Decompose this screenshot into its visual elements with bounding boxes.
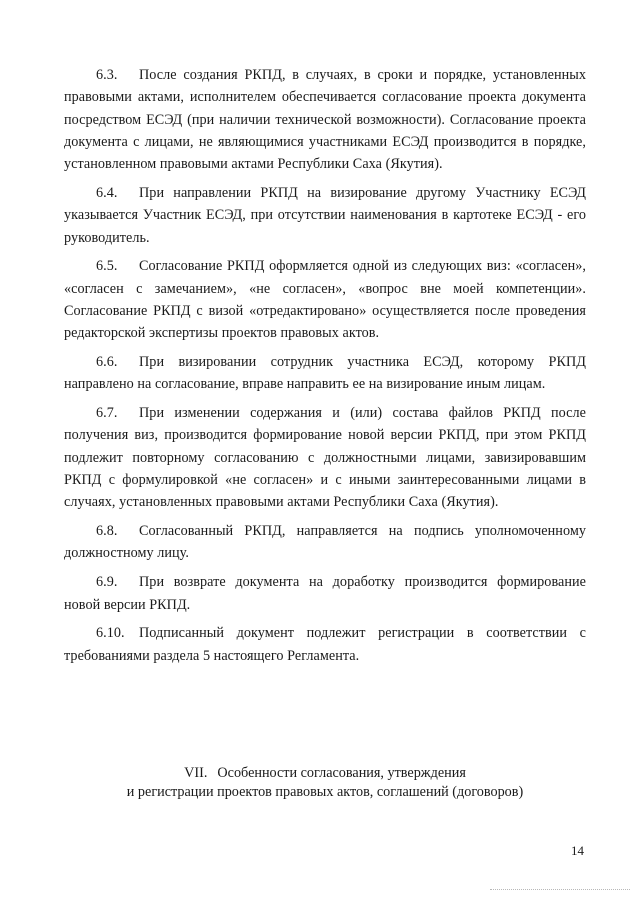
- section-heading: [64, 764, 586, 802]
- paragraph-6-5: [64, 255, 586, 344]
- paragraph-6-10: [64, 622, 586, 667]
- paragraph-number: 6.7.: [96, 405, 118, 422]
- paragraph-6-4: [64, 182, 586, 249]
- paragraph-number: 6.3.: [96, 67, 118, 83]
- scan-edge-divider: [490, 889, 630, 890]
- paragraph-text: После создания РКПД, в случаях, в сроки и порядке, установленных правовыми актами, исполнителем обеспечивается согласование проекта документа посредством ЕСЭД (при наличии технической возможности). Согласование проекта документа с лицами, не являющимися участниками ЕСЭД производится в порядке, установленном правовыми актами Республики Саха (Якутия).: [64, 67, 586, 173]
- section-heading-line-1: [64, 764, 586, 783]
- paragraph-number: 6.9.: [96, 574, 118, 591]
- paragraph-text: При возврате документа на доработку производится формирование новой версии РКПД.: [64, 574, 586, 613]
- section-title-line-1: Особенности согласования, утверждения: [217, 765, 466, 781]
- paragraph-6-3: [64, 64, 586, 175]
- paragraph-6-6: [64, 351, 586, 396]
- paragraph-number: 6.10.: [96, 625, 125, 642]
- paragraph-number: 6.8.: [96, 523, 118, 540]
- paragraph-6-8: [64, 520, 586, 565]
- section-title-line-2: и регистрации проектов правовых актов, соглашений (договоров): [126, 784, 524, 800]
- paragraph-text: При направлении РКПД на визирование другому Участнику ЕСЭД указывается Участник ЕСЭД, при отсутствии наименования в картотеке ЕСЭД - его руководитель.: [64, 184, 586, 246]
- paragraph-text: Согласование РКПД оформляется одной из следующих виз: «согласен», «согласен с замечанием», «не согласен», «вопрос вне моей компетенции». Согласование РКПД с визой «отредактировано» осуществляется после проведения редакторской экспертизы проектов правовых актов.: [64, 258, 586, 342]
- page-number: 14: [571, 843, 584, 858]
- paragraph-number: 6.4.: [96, 184, 118, 201]
- section-number: VII.: [184, 765, 208, 781]
- paragraph-number: 6.6.: [96, 354, 118, 371]
- paragraph-6-7: [64, 402, 586, 513]
- paragraph-6-9: [64, 571, 586, 616]
- document-body: [64, 64, 586, 673]
- paragraph-text: Подписанный документ подлежит регистрации в соответствии с требованиями раздела 5 настоящего Регламента.: [64, 625, 586, 664]
- paragraph-text: Согласованный РКПД, направляется на подпись уполномоченному должностному лицу.: [64, 523, 586, 562]
- paragraph-text: При визировании сотрудник участника ЕСЭД, которому РКПД направлено на согласование, вправе направить ее на визирование иным лицам.: [64, 354, 586, 393]
- paragraph-number: 6.5.: [96, 258, 118, 275]
- paragraph-text: При изменении содержания и (или) состава файлов РКПД после получения виз, производится формирование новой версии РКПД, при этом РКПД подлежит повторному согласованию с должностными лицами, завизировавшим РКПД с формулировкой «не согласен» и с иными заинтересованными лицами в случаях, установленных правовыми актами Республики Саха (Якутия).: [64, 405, 586, 511]
